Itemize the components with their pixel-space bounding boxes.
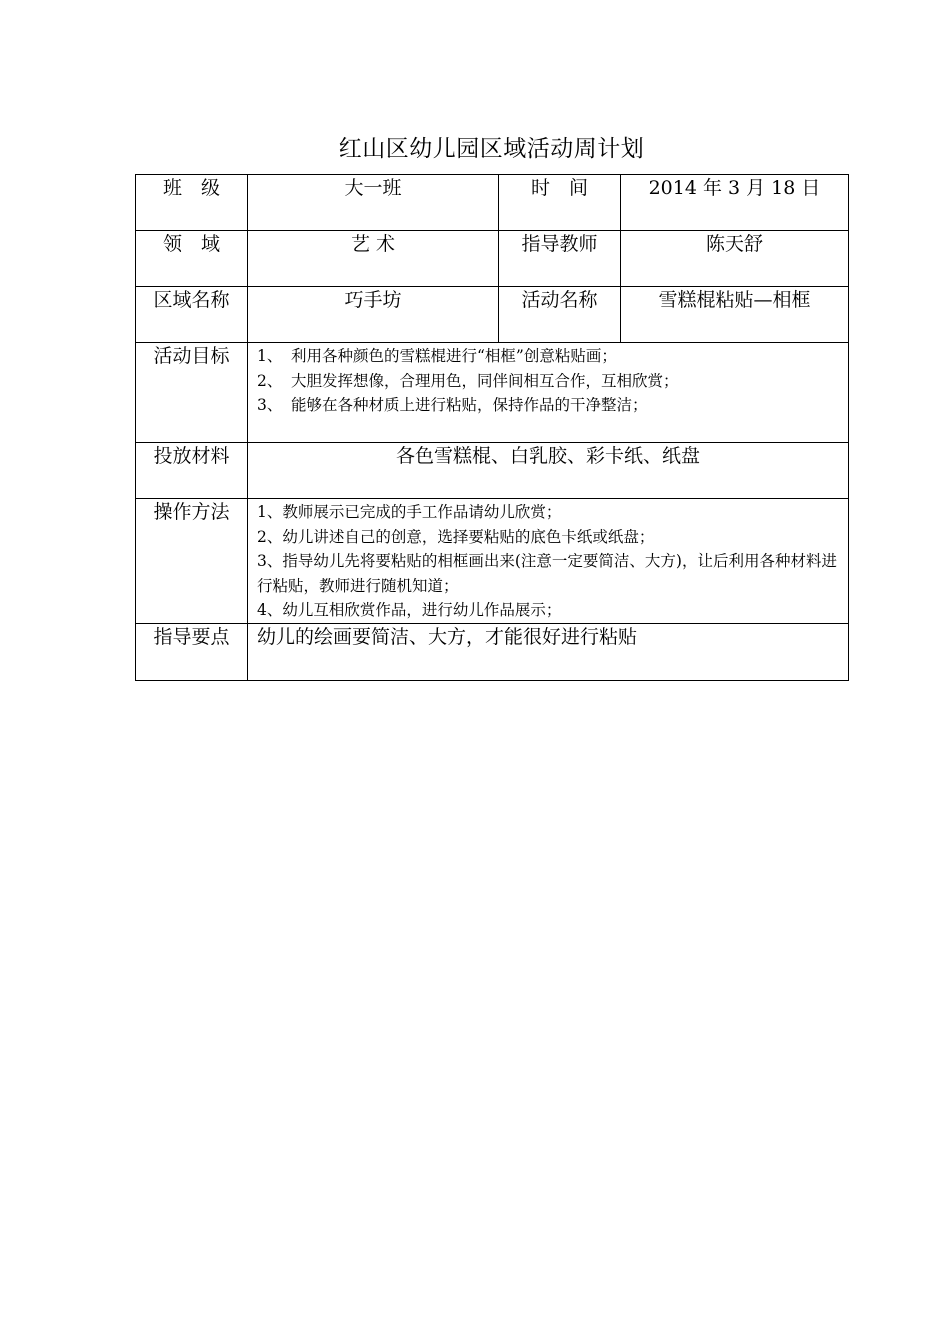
- label-activity-name: 活动名称: [499, 287, 621, 343]
- value-materials: 各色雪糕棍、白乳胶、彩卡纸、纸盘: [248, 443, 849, 499]
- table-row-goals: [136, 343, 849, 443]
- label-guidance: 指导要点: [136, 624, 248, 681]
- table-row-class: [136, 175, 849, 231]
- label-materials: 投放材料: [136, 443, 248, 499]
- list-item-number: 2、: [257, 371, 283, 390]
- value-teacher: 陈天舒: [621, 231, 849, 287]
- list-item: [257, 344, 838, 369]
- value-time: 2014 年 3 月 18 日: [621, 175, 849, 231]
- list-item: 4、幼儿互相欣赏作品，进行幼儿作品展示；: [257, 601, 562, 619]
- list-item: [257, 369, 838, 394]
- list-item: 2、幼儿讲述自己的创意，选择要粘贴的底色卡纸或纸盘；: [257, 527, 655, 546]
- value-domain: 艺 术: [248, 231, 499, 287]
- table-row-methods: [136, 499, 849, 624]
- label-domain: 领 域: [136, 231, 248, 287]
- label-time: 时 间: [499, 175, 621, 231]
- document-title: 红山区幼儿园区域活动周计划: [338, 136, 645, 162]
- label-class-text: 班 级: [162, 177, 220, 199]
- value-area-name: 巧手坊: [248, 287, 499, 343]
- label-teacher: 指导教师: [499, 231, 621, 287]
- list-item-text: 利用各种颜色的雪糕棍进行“相框”创意粘贴画；: [291, 347, 617, 365]
- value-activity-name: 雪糕棍粘贴—相框: [621, 287, 849, 343]
- list-item: 1、教师展示已完成的手工作品请幼儿欣赏；: [257, 503, 562, 521]
- goals-cell: [248, 343, 849, 443]
- list-item-number: 1、: [257, 347, 283, 365]
- table-row-materials: [136, 443, 849, 499]
- table-row-domain: [136, 231, 849, 287]
- label-methods: 操作方法: [136, 499, 248, 624]
- methods-list: [248, 499, 848, 623]
- value-guidance: [248, 624, 849, 681]
- value-class: 大一班: [248, 175, 499, 231]
- goals-list: [248, 343, 848, 418]
- table-row-area: [136, 287, 849, 343]
- label-class: [136, 175, 248, 231]
- list-item-text: 能够在各种材质上进行粘贴，保持作品的干净整洁；: [291, 396, 648, 414]
- guidance-text: 幼儿的绘画要简洁、大方，才能很好进行粘贴: [257, 626, 638, 648]
- label-goals: 活动目标: [136, 343, 248, 443]
- weekly-plan-table: [135, 174, 849, 681]
- methods-cell: [248, 499, 849, 624]
- table-row-guidance: [136, 624, 849, 681]
- list-item-text: 大胆发挥想像，合理用色，同伴间相互合作，互相欣赏；: [291, 371, 679, 390]
- list-item-number: 3、: [257, 396, 283, 414]
- label-area-name: 区域名称: [136, 287, 248, 343]
- list-item: [257, 393, 838, 418]
- list-item: 3、指导幼儿先将要粘贴的相框画出来(注意一定要简洁、大方)，让后利用各种材料进行粘贴，教师进行随机知道；: [257, 552, 837, 595]
